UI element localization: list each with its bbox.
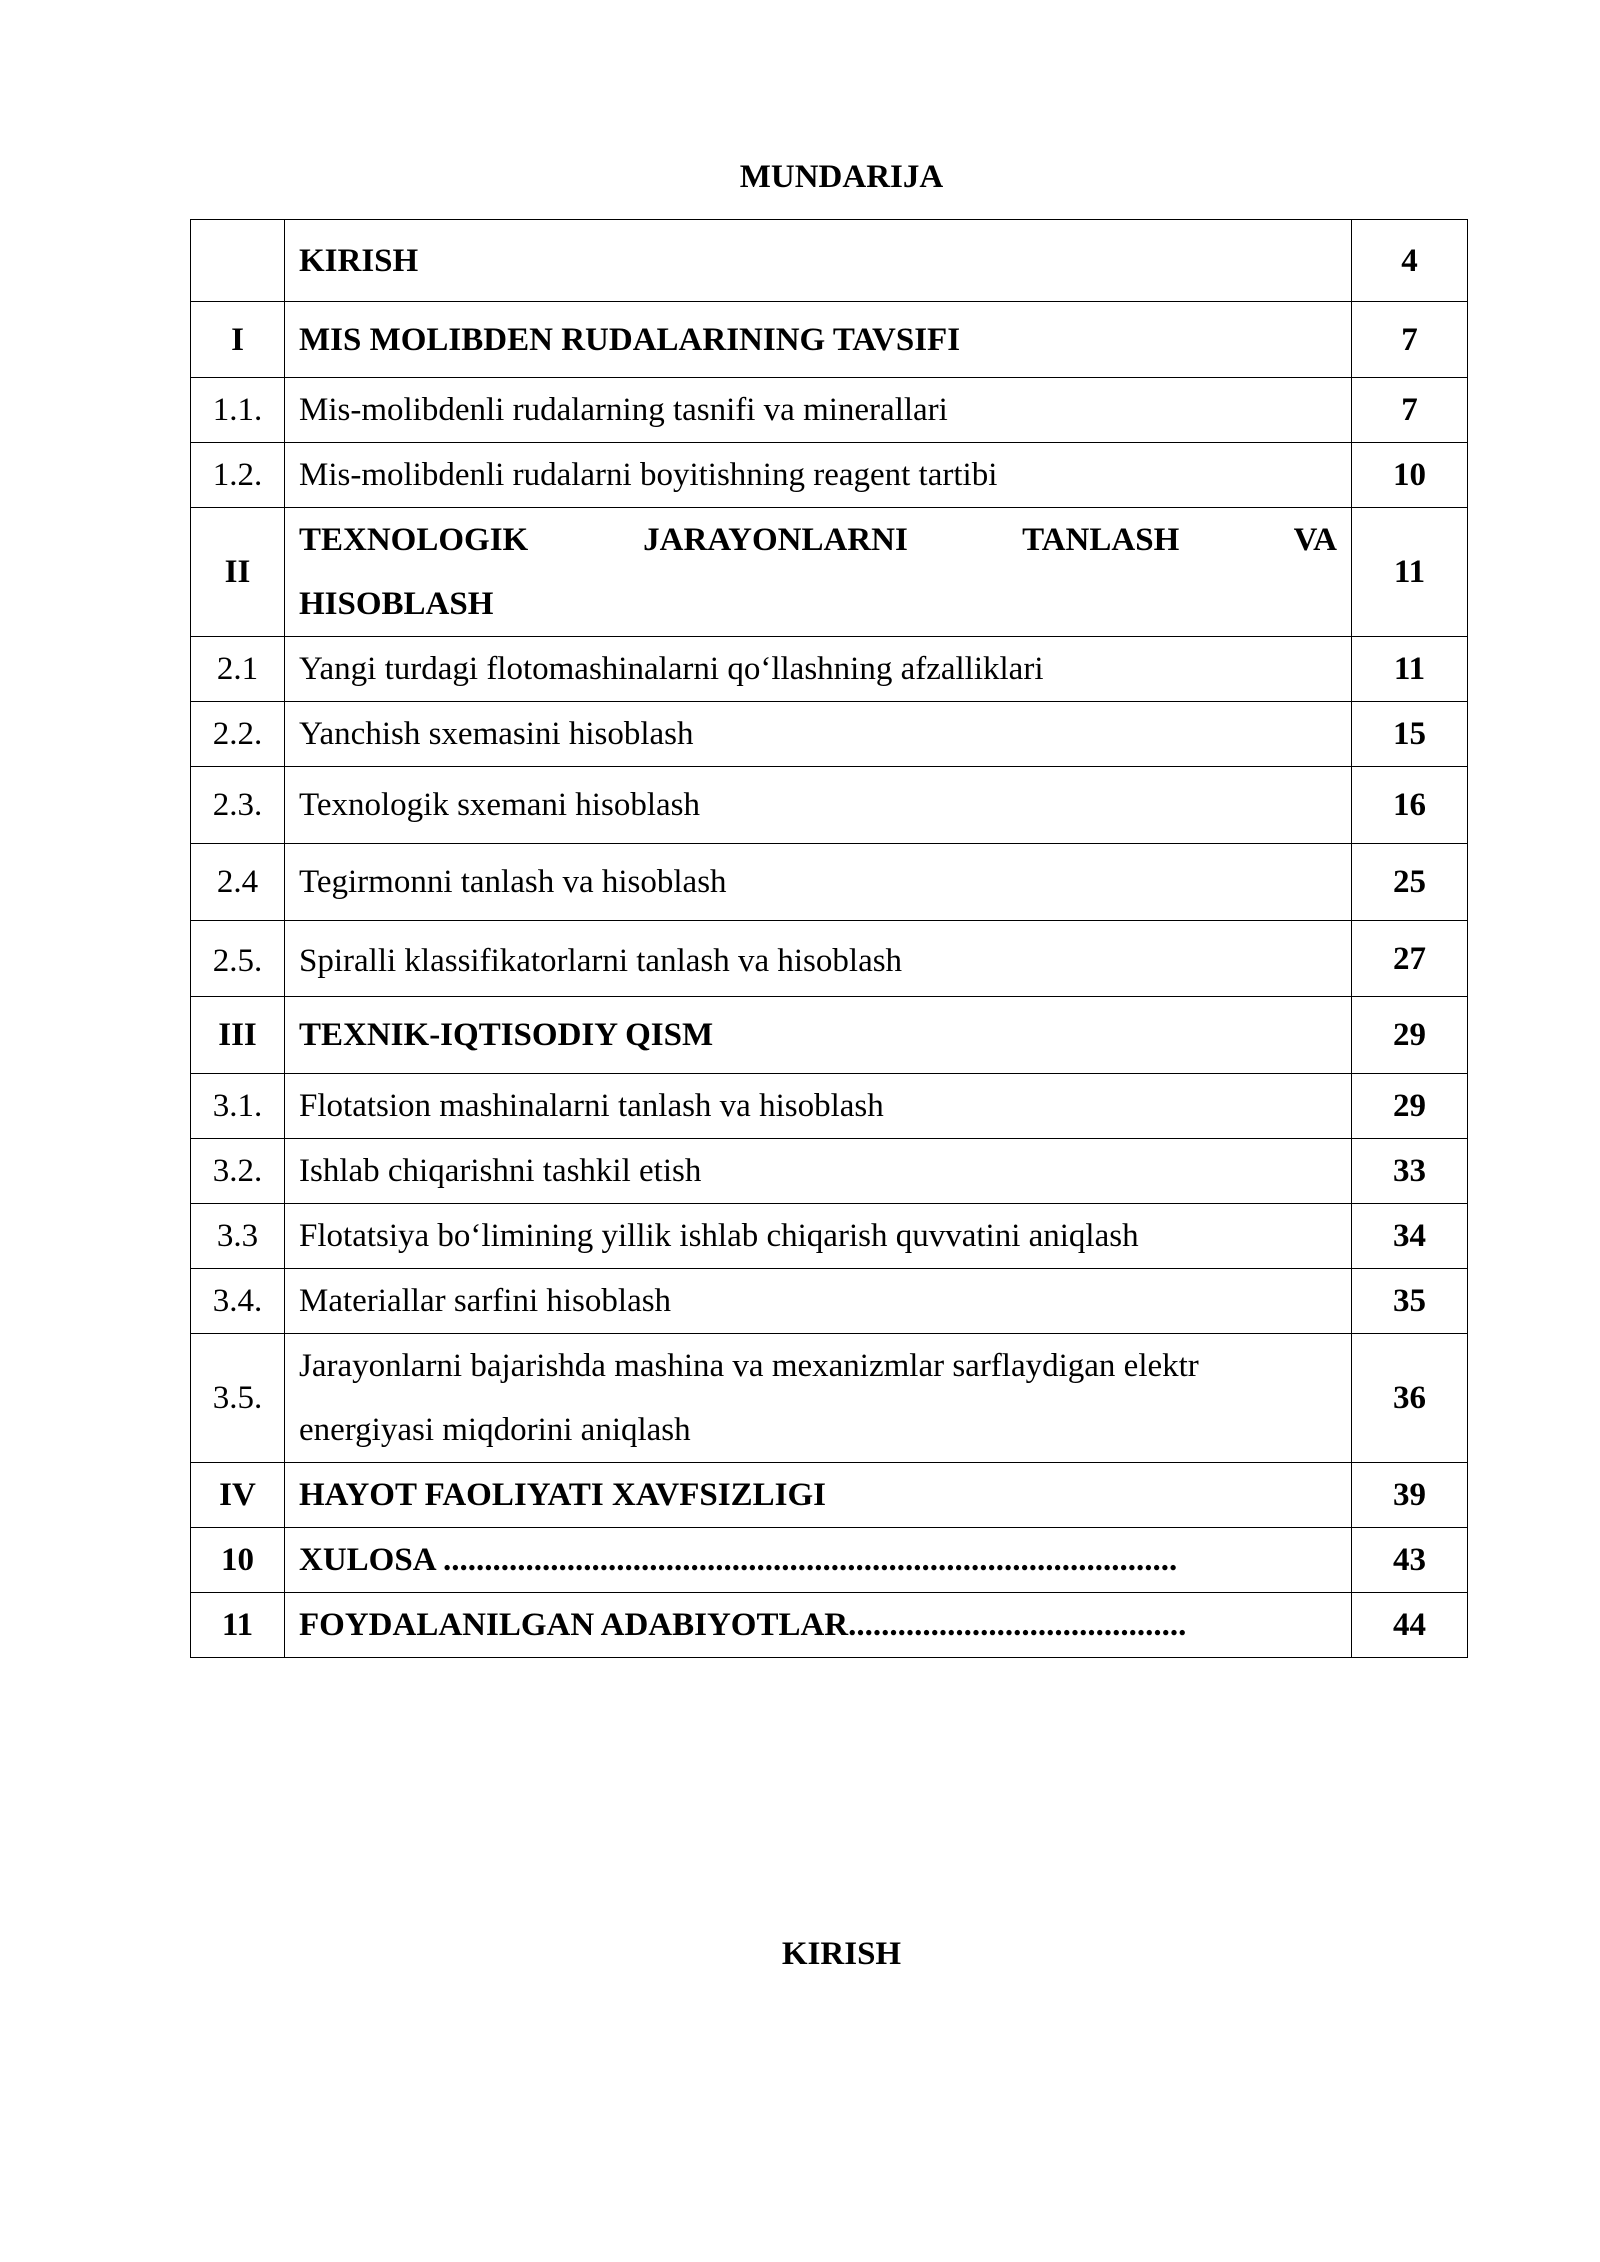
- toc-row: [191, 443, 1468, 508]
- toc-row-number: 3.2.: [191, 1139, 285, 1204]
- toc-row: [191, 844, 1468, 921]
- toc-row-page: 35: [1352, 1269, 1468, 1334]
- toc-row-number: 1.2.: [191, 443, 285, 508]
- table-of-contents: [190, 219, 1468, 1658]
- toc-row-title: [285, 1334, 1352, 1463]
- toc-row-title: FOYDALANILGAN ADABIYOTLAR.........................................: [285, 1593, 1352, 1658]
- toc-row-page: 11: [1352, 508, 1468, 637]
- toc-row-title: Yangi turdagi flotomashinalarni qo‘llashning afzalliklari: [285, 637, 1352, 702]
- toc-row-page: 44: [1352, 1593, 1468, 1658]
- toc-row-page: 29: [1352, 997, 1468, 1074]
- toc-row-number: 3.1.: [191, 1074, 285, 1139]
- toc-row-number: [191, 220, 285, 302]
- toc-row-title: Flotatsiya bo‘limining yillik ishlab chiqarish quvvatini aniqlash: [285, 1204, 1352, 1269]
- toc-row-title-line: Jarayonlarni bajarishda mashina va mexanizmlar sarflaydigan elektr: [299, 1348, 1199, 1384]
- toc-row-number: III: [191, 997, 285, 1074]
- toc-row-number: 10: [191, 1528, 285, 1593]
- toc-row-page: 7: [1352, 302, 1468, 378]
- toc-row: [191, 1463, 1468, 1528]
- toc-row-page: 39: [1352, 1463, 1468, 1528]
- page-title: MUNDARIJA: [739, 159, 944, 195]
- toc-row-title: Materiallar sarfini hisoblash: [285, 1269, 1352, 1334]
- toc-row: [191, 921, 1468, 997]
- toc-row-page: 7: [1352, 378, 1468, 443]
- toc-row-title-line: TEXNOLOGIK JARAYONLARNI TANLASH VA: [299, 522, 1337, 558]
- toc-row-number: 2.2.: [191, 702, 285, 767]
- toc-row-title-line: energiyasi miqdorini aniqlash: [299, 1412, 691, 1448]
- toc-row: [191, 220, 1468, 302]
- toc-row: [191, 767, 1468, 844]
- toc-row-title: Flotatsion mashinalarni tanlash va hisoblash: [285, 1074, 1352, 1139]
- toc-row-number: 11: [191, 1593, 285, 1658]
- toc-row-title: Spiralli klassifikatorlarni tanlash va hisoblash: [285, 921, 1352, 997]
- toc-row-page: 4: [1352, 220, 1468, 302]
- toc-row: [191, 637, 1468, 702]
- toc-row-page: 11: [1352, 637, 1468, 702]
- toc-row: [191, 508, 1468, 637]
- toc-row: [191, 1139, 1468, 1204]
- toc-row-title: [285, 508, 1352, 637]
- toc-row: [191, 1593, 1468, 1658]
- toc-row-title: XULOSA .........................................................................................: [285, 1528, 1352, 1593]
- toc-row: [191, 1269, 1468, 1334]
- toc-row-page: 36: [1352, 1334, 1468, 1463]
- toc-row: [191, 1074, 1468, 1139]
- toc-row-number: 2.5.: [191, 921, 285, 997]
- toc-row: [191, 378, 1468, 443]
- toc-row-title: HAYOT FAOLIYATI XAVFSIZLIGI: [285, 1463, 1352, 1528]
- toc-row-title: Tegirmonni tanlash va hisoblash: [285, 844, 1352, 921]
- toc-row-number: II: [191, 508, 285, 637]
- toc-row-number: I: [191, 302, 285, 378]
- toc-row: [191, 1334, 1468, 1463]
- toc-row-number: 3.3: [191, 1204, 285, 1269]
- toc-row-number: 2.1: [191, 637, 285, 702]
- toc-row-title: Texnologik sxemani hisoblash: [285, 767, 1352, 844]
- toc-row-number: IV: [191, 1463, 285, 1528]
- toc-row-page: 27: [1352, 921, 1468, 997]
- toc-row: [191, 1528, 1468, 1593]
- toc-row-page: 33: [1352, 1139, 1468, 1204]
- toc-row-number: 3.4.: [191, 1269, 285, 1334]
- toc-row-title: Yanchish sxemasini hisoblash: [285, 702, 1352, 767]
- toc-row-title: Mis-molibdenli rudalarni boyitishning reagent tartibi: [285, 443, 1352, 508]
- toc-row-number: 1.1.: [191, 378, 285, 443]
- toc-row: [191, 1204, 1468, 1269]
- toc-row-number: 2.4: [191, 844, 285, 921]
- toc-row-title: Ishlab chiqarishni tashkil etish: [285, 1139, 1352, 1204]
- toc-row-title: Mis-molibdenli rudalarning tasnifi va minerallari: [285, 378, 1352, 443]
- toc-row-page: 43: [1352, 1528, 1468, 1593]
- toc-row-title: KIRISH: [285, 220, 1352, 302]
- toc-row-number: 3.5.: [191, 1334, 285, 1463]
- toc-row: [191, 997, 1468, 1074]
- toc-row-page: 15: [1352, 702, 1468, 767]
- toc-row-title-line: HISOBLASH: [299, 586, 494, 622]
- toc-row: [191, 702, 1468, 767]
- toc-row-number: 2.3.: [191, 767, 285, 844]
- toc-row-page: 16: [1352, 767, 1468, 844]
- toc-row-title: MIS MOLIBDEN RUDALARINING TAVSIFI: [285, 302, 1352, 378]
- section-heading: KIRISH: [781, 1936, 902, 1972]
- toc-row-page: 34: [1352, 1204, 1468, 1269]
- toc-row: [191, 302, 1468, 378]
- toc-row-page: 10: [1352, 443, 1468, 508]
- toc-row-page: 29: [1352, 1074, 1468, 1139]
- toc-row-title: TEXNIK-IQTISODIY QISM: [285, 997, 1352, 1074]
- toc-row-page: 25: [1352, 844, 1468, 921]
